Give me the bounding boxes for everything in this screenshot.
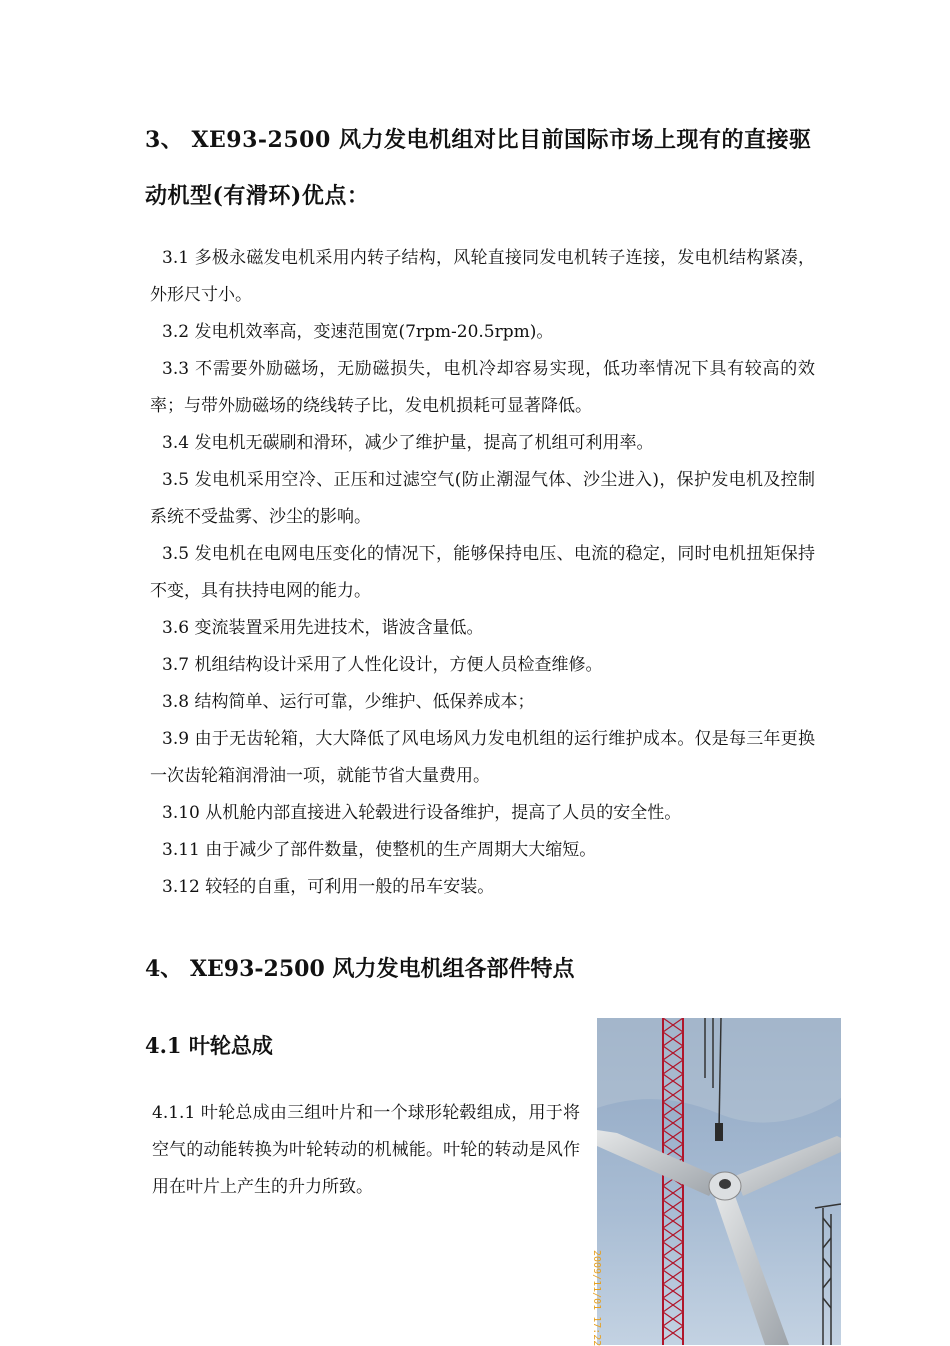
advantage-item: 3.1 多极永磁发电机采用内转子结构，风轮直接同发电机转子连接，发电机结构紧凑，外形尺寸小。 xyxy=(150,248,815,305)
wind-turbine-photo xyxy=(597,1018,841,1345)
advantage-item: 3.8 结构简单、运行可靠，少维护、低保养成本； xyxy=(162,692,535,712)
advantage-item: 3.5 发电机在电网电压变化的情况下，能够保持电压、电流的稳定，同时电机扭矩保持不变，具有扶持电网的能力。 xyxy=(150,544,815,601)
section41-text: 4.1.1 叶轮总成由三组叶片和一个球形轮毂组成，用于将空气的动能转换为叶轮转动的机械能。叶轮的转动是风作用在叶片上产生的升力所致。 xyxy=(152,1103,580,1197)
advantage-item: 3.9 由于无齿轮箱，大大降低了风电场风力发电机组的运行维护成本。仅是每三年更换一次齿轮箱润滑油一项，就能节省大量费用。 xyxy=(150,729,815,786)
advantage-item: 3.5 发电机采用空冷、正压和过滤空气(防止潮湿气体、沙尘进入)，保护发电机及控制系统不受盐雾、沙尘的影响。 xyxy=(150,470,815,527)
advantage-item: 3.11 由于减少了部件数量，使整机的生产周期大大缩短。 xyxy=(162,840,597,860)
advantage-item: 3.2 发电机效率高，变速范围宽(7rpm-20.5rpm)。 xyxy=(162,322,554,342)
section3-heading xyxy=(145,112,825,224)
section3-heading-line1: 3、 XE93-2500 风力发电机组对比目前国际市场上现有的直接驱 xyxy=(145,127,812,153)
advantage-item: 3.6 变流装置采用先进技术，谐波含量低。 xyxy=(162,618,484,638)
advantage-item: 3.10 从机舱内部直接进入轮毂进行设备维护，提高了人员的安全性。 xyxy=(162,803,682,823)
photo-date-stamp: 2009/11/01 17:22 xyxy=(591,1250,602,1346)
section3-heading-line2: 动机型(有滑环)优点： xyxy=(145,183,370,209)
advantage-item: 3.7 机组结构设计采用了人性化设计，方便人员检查维修。 xyxy=(162,655,603,675)
section4-heading: 4、 XE93-2500 风力发电机组各部件特点 xyxy=(145,956,575,982)
advantage-item: 3.3 不需要外励磁场，无励磁损失，电机冷却容易实现，低功率情况下具有较高的效率；与带外励磁场的绕线转子比，发电机损耗可显著降低。 xyxy=(150,359,815,416)
section41-heading: 4.1 叶轮总成 xyxy=(145,1033,273,1058)
advantage-item: 3.4 发电机无碳刷和滑环，减少了维护量，提高了机组可利用率。 xyxy=(162,433,654,453)
advantage-item: 3.12 较轻的自重，可利用一般的吊车安装。 xyxy=(162,877,495,897)
advantages-list xyxy=(150,240,815,906)
